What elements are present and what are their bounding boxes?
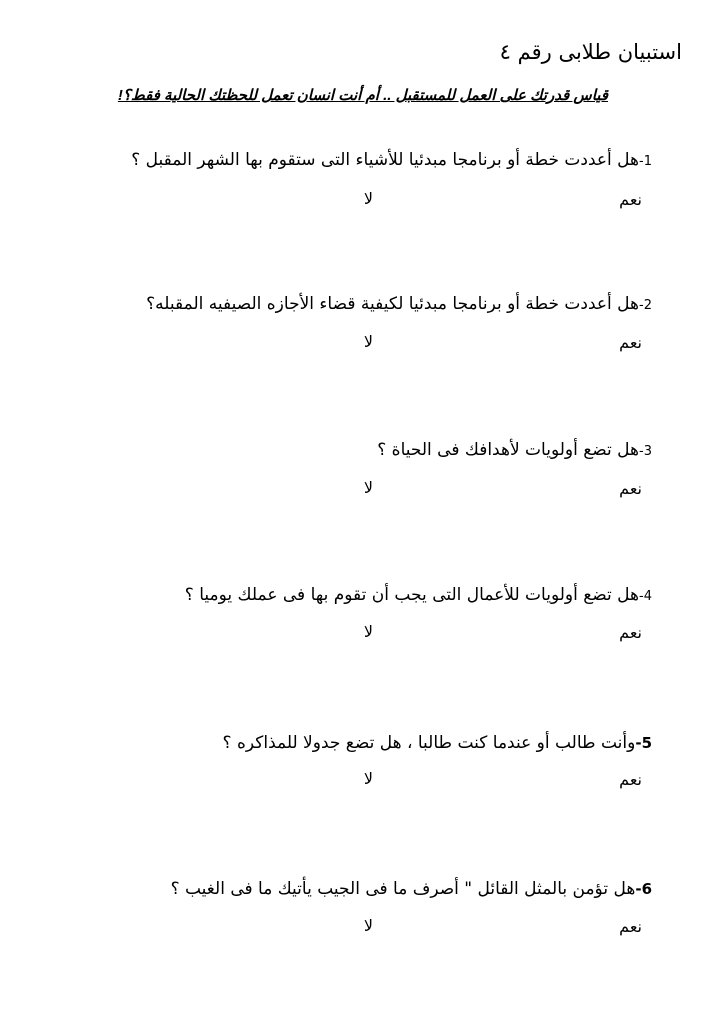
answer-no-1[interactable]: لا bbox=[363, 189, 373, 208]
question-3 bbox=[377, 440, 652, 460]
question-number: 1- bbox=[639, 154, 652, 169]
answer-yes-3[interactable]: نعم bbox=[619, 479, 642, 498]
question-2 bbox=[146, 294, 652, 314]
question-text: هل أعددت خطة أو برنامجا مبدئيا للأشياء التى ستقوم بها الشهر المقبل ؟ bbox=[131, 150, 640, 170]
question-5 bbox=[223, 733, 652, 753]
question-text: هل أعددت خطة أو برنامجا مبدئيا لكيفية قضاء الأجازه الصيفيه المقبله؟ bbox=[146, 294, 640, 314]
page-title: استبيان طلابى رقم ٤ bbox=[499, 40, 682, 64]
question-number: 6- bbox=[635, 880, 652, 898]
question-6 bbox=[171, 879, 652, 899]
question-4 bbox=[185, 585, 652, 605]
answer-no-2[interactable]: لا bbox=[363, 332, 373, 351]
answer-yes-1[interactable]: نعم bbox=[619, 190, 642, 209]
question-number: 4- bbox=[639, 589, 652, 604]
question-1 bbox=[131, 150, 652, 170]
question-text: هل تضع أولويات للأعمال التى يجب أن تقوم بها فى عملك يوميا ؟ bbox=[184, 585, 640, 605]
answer-yes-4[interactable]: نعم bbox=[619, 623, 642, 642]
page-subtitle: قياس قدرتك على العمل للمستقبل .. أم أنت انسان تعمل للحظتك الحالية فقط؟! bbox=[117, 87, 608, 104]
question-text: هل تضع أولويات لأهدافك فى الحياة ؟ bbox=[377, 440, 640, 460]
question-text: هل تؤمن بالمثل القائل " أصرف ما فى الجيب يأتيك ما فى الغيب ؟ bbox=[170, 879, 636, 899]
answer-no-6[interactable]: لا bbox=[363, 916, 373, 935]
answer-no-4[interactable]: لا bbox=[363, 622, 373, 641]
answer-no-3[interactable]: لا bbox=[363, 478, 373, 497]
question-number: 5- bbox=[635, 734, 652, 752]
question-number: 2- bbox=[639, 298, 652, 313]
answer-yes-6[interactable]: نعم bbox=[619, 917, 642, 936]
question-number: 3- bbox=[639, 444, 652, 459]
answer-yes-2[interactable]: نعم bbox=[619, 333, 642, 352]
answer-no-5[interactable]: لا bbox=[363, 769, 373, 788]
question-text: وأنت طالب أو عندما كنت طالبا ، هل تضع جدولا للمذاكره ؟ bbox=[222, 733, 636, 753]
answer-yes-5[interactable]: نعم bbox=[619, 770, 642, 789]
